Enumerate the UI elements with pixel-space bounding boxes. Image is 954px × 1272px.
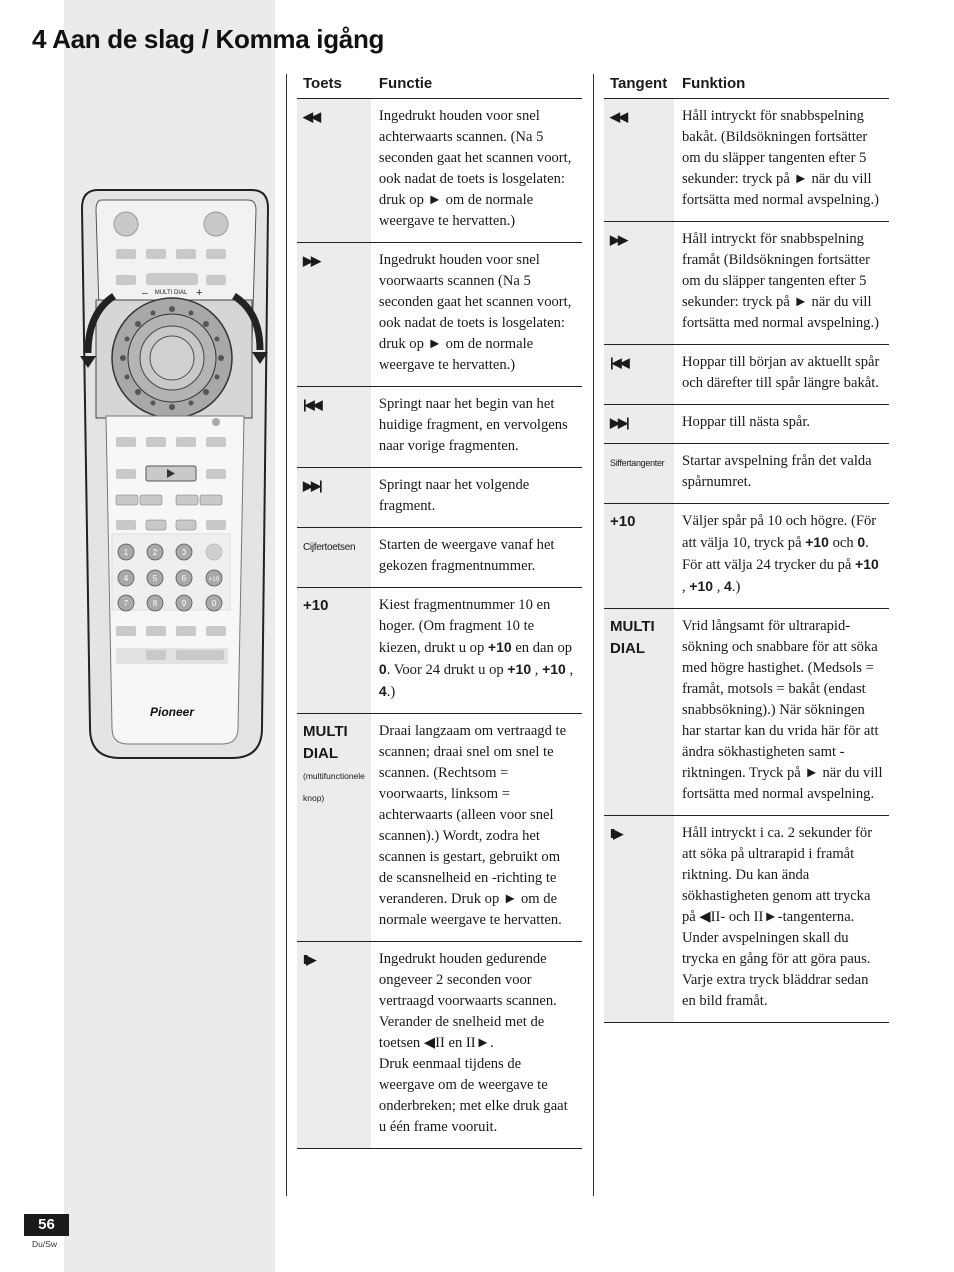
table-row (604, 404, 889, 443)
row-description: Draai langzaam om vertraagd te scannen; draai snel om snel te scannen. (Rechtsom = voorwaarts, linksom = achterwaarts (alleen voor snel scannen).) Wordt, zodra het scannen is gestart, gebruikt om de scansnelheid en -richting te veranderen. Druk op ► om de normale weergave te hervatten. (371, 713, 582, 941)
row-description: Håll intryckt för snabbspelning framåt (Bildsökningen fortsätter om du släpper tangenten efter 5 sekunder: tryck på ► när du vill fortsätta med normal avspelning.) (674, 221, 889, 344)
row-description: Håll intryckt för snabbspelning bakåt. (Bildsökningen fortsätter om du släpper tangenten efter 5 sekunder: tryck på ► när du vill fortsätta med normal avspelning.) (674, 98, 889, 221)
header-tangent: Tangent (604, 74, 674, 98)
rewind-key: ◀◀ (604, 98, 674, 221)
language-code: Du/Sw (32, 1239, 58, 1249)
slow-forward-key: II▶ (297, 941, 371, 1148)
remote-control-illustration (78, 188, 272, 762)
previous-key: |◀◀ (297, 386, 371, 467)
multi-dial-label: MULTI DIAL (303, 722, 348, 762)
table-row (297, 527, 582, 587)
plus10-key: +10 (604, 503, 674, 608)
multi-dial-key (604, 608, 674, 815)
table-row (297, 242, 582, 386)
next-key: ▶▶| (297, 467, 371, 527)
remote-dial-label: MULTI DIAL (154, 290, 188, 296)
table-row (604, 98, 889, 221)
row-description: Springt naar het volgende fragment. (371, 467, 582, 527)
page-title: 4 Aan de slag / Komma igång (32, 24, 385, 54)
page-number: 56 (24, 1214, 69, 1236)
table-row (297, 98, 582, 242)
slow-forward-key: II▶ (604, 815, 674, 1022)
table-row (604, 443, 889, 503)
row-description: Starten de weergave vanaf het gekozen fragmentnummer. (371, 527, 582, 587)
fast-forward-key: ▶▶ (297, 242, 371, 386)
number-keys-text: Cijfertoetsen (303, 541, 356, 553)
remote-key-8: 8 (152, 599, 158, 608)
table-row (297, 713, 582, 941)
table-row (604, 608, 889, 815)
table-row (604, 221, 889, 344)
number-keys-label (604, 443, 674, 503)
remote-brand-logo: Pioneer (149, 705, 195, 719)
row-description: Kiest fragmentnummer 10 en hoger. (Om fragment 10 te kiezen, drukt u op +10 en dan op 0. Voor 24 drukt u op +10 , +10 , 4.) (371, 587, 582, 713)
column-rule-left (286, 74, 287, 1196)
remote-key-2: 2 (152, 548, 158, 557)
row-description: Hoppar till nästa spår. (674, 404, 889, 443)
number-keys-label (297, 527, 371, 587)
multi-dial-note: (multifunctionele knop) (303, 770, 365, 803)
remote-key-4: 4 (123, 574, 129, 583)
rewind-key: ◀◀ (297, 98, 371, 242)
remote-plus: + (196, 287, 203, 299)
row-description: Springt naar het begin van het huidige fragment, en vervolgens naar vorige fragmenten. (371, 386, 582, 467)
row-description: Startar avspelning från det valda spårnumret. (674, 443, 889, 503)
remote-minus: – (142, 288, 148, 299)
table-row (297, 386, 582, 467)
header-funktion: Funktion (674, 74, 889, 98)
plus10-key: +10 (297, 587, 371, 713)
remote-key-1: 1 (123, 548, 129, 557)
row-description: Ingedrukt houden voor snel achterwaarts scannen. (Na 5 seconden gaat het scannen voort, ook nadat de toets is losgelaten: druk op ► om de normale weergave te hervatten.) (371, 98, 582, 242)
header-functie: Functie (371, 74, 582, 98)
row-description: Hoppar till början av aktuellt spår och därefter till spår längre bakåt. (674, 344, 889, 404)
remote-key-6: 6 (181, 574, 187, 583)
fast-forward-key: ▶▶ (604, 221, 674, 344)
remote-key-3: 3 (181, 548, 187, 557)
table-row (297, 467, 582, 527)
row-description: Ingedrukt houden voor snel voorwaarts scannen (Na 5 seconden gaat het scannen voort, ook nadat de toets is losgelaten: druk op ► om de normale weergave te hervatten.) (371, 242, 582, 386)
table-row (297, 941, 582, 1148)
previous-key: |◀◀ (604, 344, 674, 404)
swedish-table (604, 74, 889, 1023)
remote-key-9: 9 (181, 599, 187, 608)
remote-key-7: 7 (123, 599, 129, 608)
row-description: Ingedrukt houden gedurende ongeveer 2 seconden voor vertraagd voorwaarts scannen. Verander de snelheid met de toetsen ◀II en II►. Druk eenmaal tijdens de weergave om de weergave te onderbreken; met elke druk gaat u één frame vooruit. (371, 941, 582, 1148)
remote-key-plus10: +10 (208, 577, 220, 583)
remote-key-0: 0 (211, 599, 217, 608)
table-row (604, 503, 889, 608)
table-row (604, 344, 889, 404)
multi-dial-label: MULTI DIAL (610, 617, 655, 657)
row-description: Väljer spår på 10 och högre. (För att välja 10, tryck på +10 och 0. För att välja 24 trycker du på +10 , +10 , 4.) (674, 503, 889, 608)
column-rule-middle (593, 74, 594, 1196)
number-keys-text: Siffertangenter (610, 457, 665, 468)
row-description: Vrid långsamt för ultrarapid-sökning och snabbare för att söka med högre hastighet. (Medsols = framåt, motsols = bakåt (endast snabbsökning).) När sökningen har startar kan du vrida här för att ändra sökhastigheten samt -riktningen. Tryck på ► när du vill fortsätta med normal avspelning. (674, 608, 889, 815)
next-key: ▶▶| (604, 404, 674, 443)
header-toets: Toets (297, 74, 371, 98)
dutch-table (297, 74, 582, 1149)
multi-dial-key (297, 713, 371, 941)
remote-key-5: 5 (152, 574, 158, 583)
table-row (604, 815, 889, 1022)
row-description: Håll intryckt i ca. 2 sekunder för att söka på ultrarapid i framåt riktning. Du kan ända sökhastigheten genom att trycka på ◀II- och II►-tangenterna. Under avspelningen skall du trycka en gång för att göra paus. Varje extra tryck bläddrar sedan en bild framåt. (674, 815, 889, 1022)
table-row (297, 587, 582, 713)
